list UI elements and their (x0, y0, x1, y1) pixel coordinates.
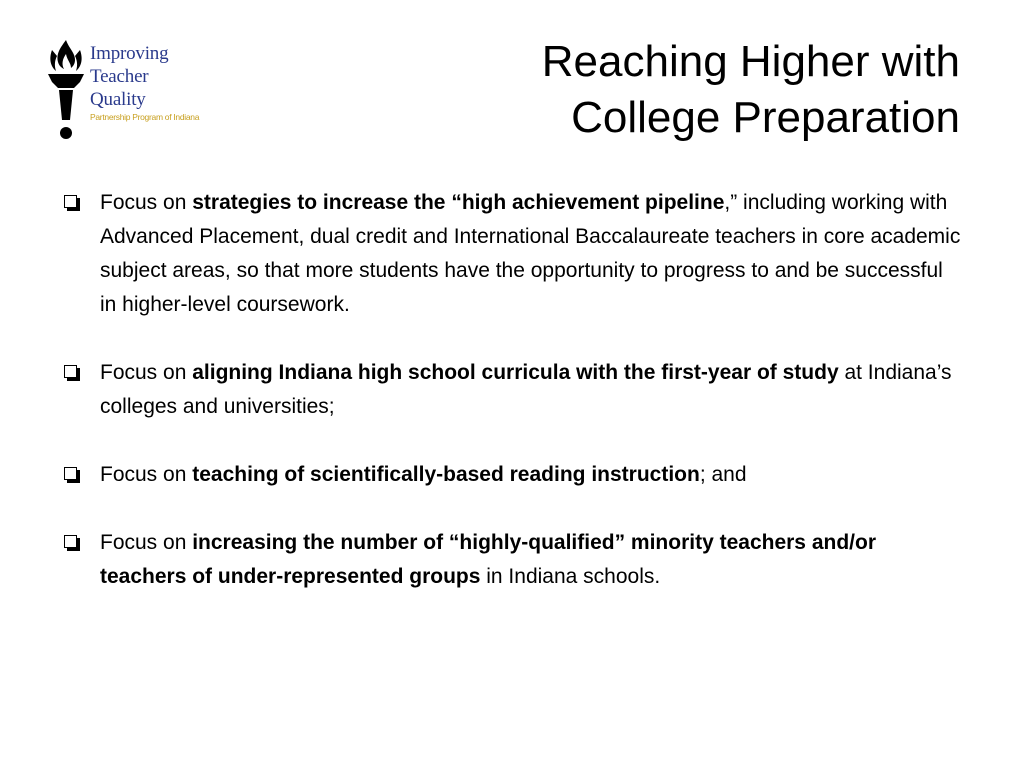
bullet-prefix: Focus on (100, 191, 193, 214)
checkbox-bullet-icon (64, 535, 77, 548)
logo (44, 38, 219, 143)
bullet-suffix: at Indiana’s colleges and universities; (100, 361, 952, 418)
logo-text (90, 42, 199, 123)
bullet-suffix: ,” including working with Advanced Placement, dual credit and International Baccalaureate teachers in core academic subject areas, so that more students have the opportunity to progress to and be successful in higher-level coursework. (100, 191, 961, 316)
bullet-prefix: Focus on (100, 361, 193, 384)
checkbox-bullet-icon (64, 467, 77, 480)
logo-line-3: Quality (90, 89, 146, 110)
checkbox-bullet-icon (64, 365, 77, 378)
checkbox-bullet-icon (64, 195, 77, 208)
bullet-list (62, 186, 962, 628)
logo-line-1: Improving (90, 43, 169, 64)
bullet-item (62, 526, 962, 594)
slide-title-line-2: College Preparation (571, 93, 960, 142)
bullet-item (62, 186, 962, 322)
slide-title-line-1: Reaching Higher with (541, 37, 960, 86)
logo-line-2: Teacher (90, 66, 149, 87)
bullet-bold: increasing the number of “highly-qualified” minority teachers and/or teachers of under-represented groups (100, 531, 876, 588)
bullet-suffix: ; and (699, 463, 747, 486)
bullet-item (62, 356, 962, 424)
torch-icon (44, 38, 88, 142)
logo-subline: Partnership Program of Indiana (90, 112, 200, 122)
bullet-bold: teaching of scientifically-based reading instruction (192, 463, 700, 486)
bullet-prefix: Focus on (100, 463, 193, 486)
bullet-item (62, 458, 962, 492)
bullet-bold: strategies to increase the “high achievement pipeline (192, 191, 725, 214)
bullet-suffix: in Indiana schools. (480, 565, 661, 588)
bullet-prefix: Focus on (100, 531, 193, 554)
bullet-bold: aligning Indiana high school curricula with the first-year of study (192, 361, 839, 384)
slide-title (360, 34, 960, 146)
